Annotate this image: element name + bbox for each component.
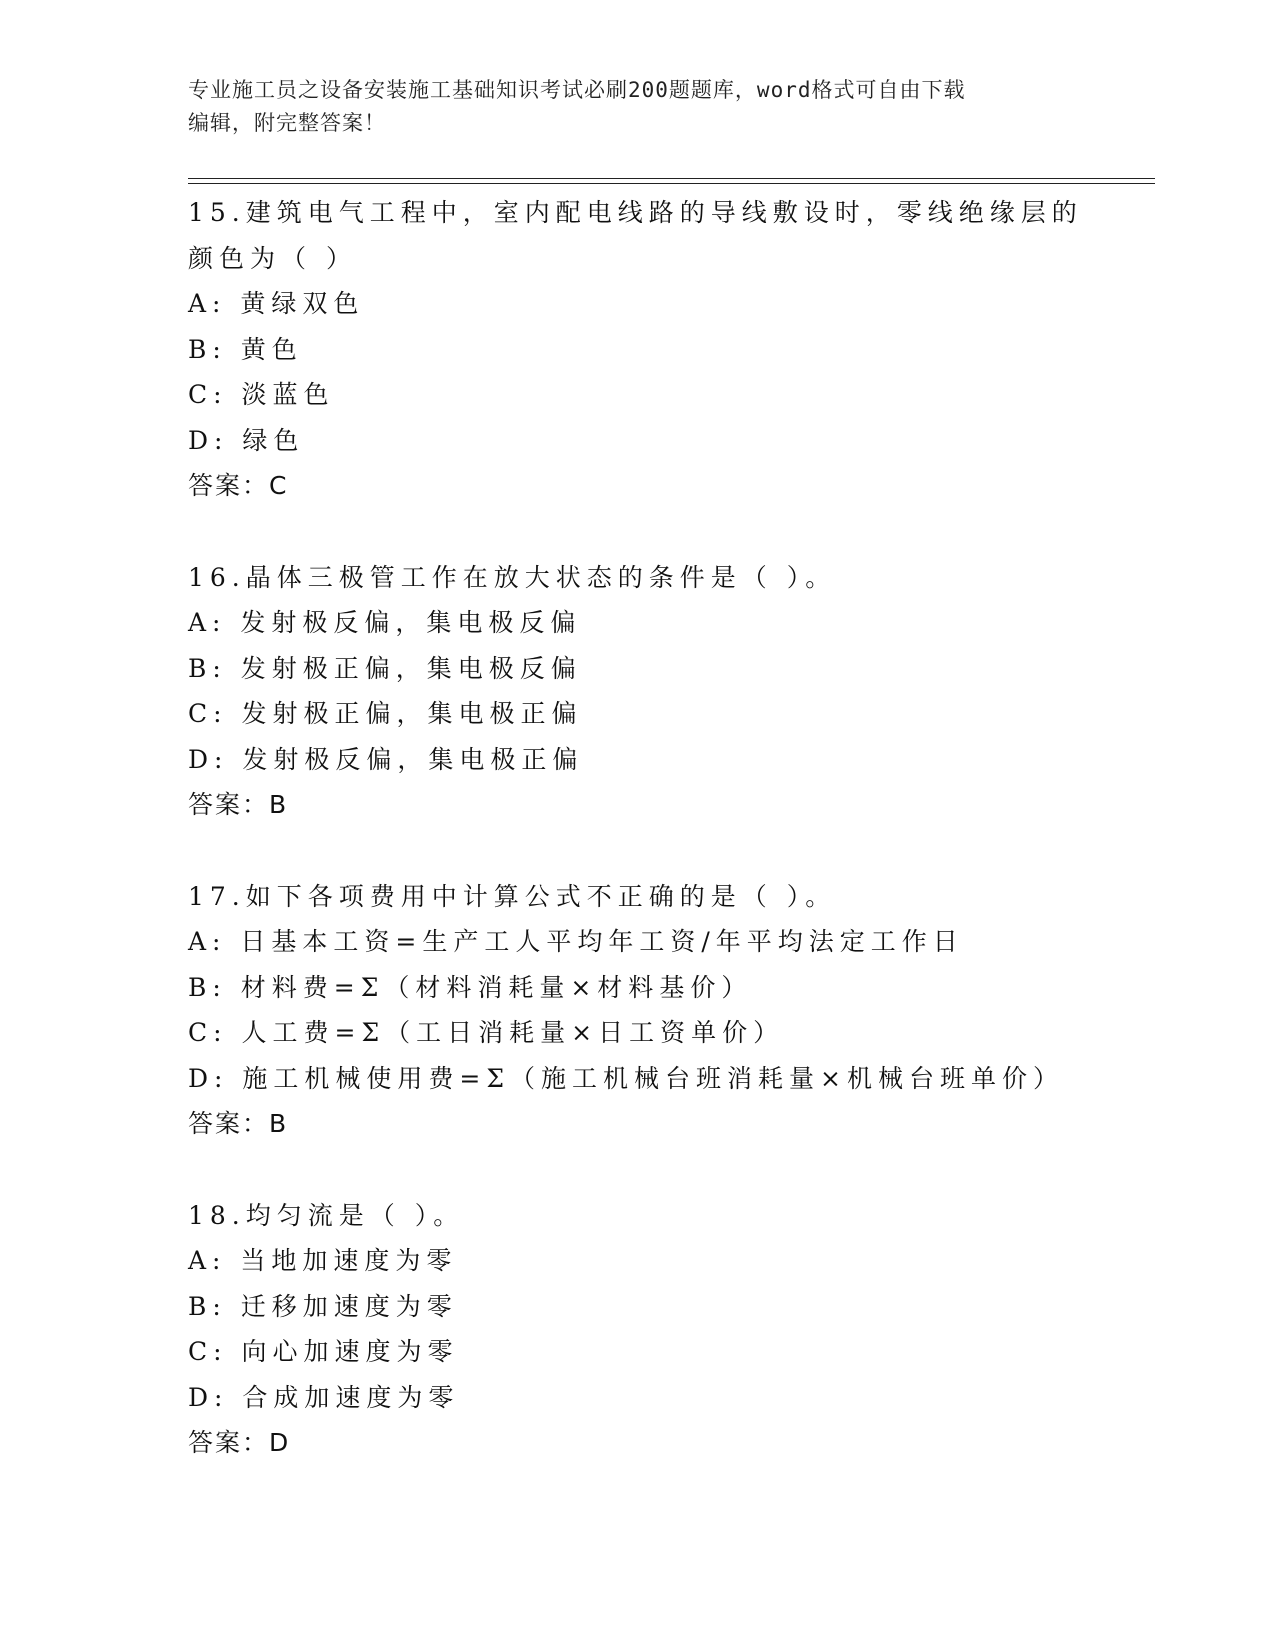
option-c: C: 人工费=Σ（工日消耗量×日工资单价） [188,1018,785,1047]
option-c: C: 发射极正偏，集电极正偏 [188,699,583,728]
question-17 [188,874,1148,1147]
question-list [188,190,1148,1512]
answer-label: 答案：B [188,1109,289,1138]
option-a: A: 日基本工资=生产工人平均年工资/年平均法定工作日 [188,927,964,956]
option-c: C: 向心加速度为零 [188,1337,459,1366]
option-b: B: 迁移加速度为零 [188,1291,458,1321]
question-16 [188,555,1148,828]
option-d: D: 施工机械使用费=Σ（施工机械台班消耗量×机械台班单价） [188,1063,1064,1093]
header-divider-bottom [188,183,1155,184]
answer-label: 答案：C [188,471,289,500]
option-d: D: 绿色 [188,425,305,455]
option-b: B: 材料费=Σ（材料消耗量×材料基价） [188,972,753,1002]
question-stem: 18.均匀流是（ ）。 [188,1200,465,1230]
option-d: D: 发射极反偏，集电极正偏 [188,744,584,774]
header-line-1: 专业施工员之设备安装施工基础知识考试必刷200题题库，word格式可自由下载 [188,78,966,102]
question-15 [188,190,1148,509]
option-a: A: 当地加速度为零 [188,1246,458,1275]
answer-label: 答案：B [188,790,289,819]
question-18 [188,1193,1148,1466]
option-d: D: 合成加速度为零 [188,1382,460,1412]
question-stem: 16.晶体三极管工作在放大状态的条件是（ ）。 [188,562,837,592]
header-divider-top [188,178,1155,179]
option-a: A: 发射极反偏，集电极反偏 [188,608,582,637]
option-b: B: 黄色 [188,334,303,364]
question-stem: 15.建筑电气工程中，室内配电线路的导线敷设时，零线绝缘层的颜色为（ ） [188,198,1083,273]
option-c: C: 淡蓝色 [188,380,335,409]
question-stem: 17.如下各项费用中计算公式不正确的是（ ）。 [188,881,837,911]
option-b: B: 发射极正偏，集电极反偏 [188,653,582,683]
header-line-2: 编辑，附完整答案！ [188,111,386,135]
option-a: A: 黄绿双色 [188,289,365,318]
document-header [188,74,1068,140]
answer-label: 答案：D [188,1428,291,1457]
